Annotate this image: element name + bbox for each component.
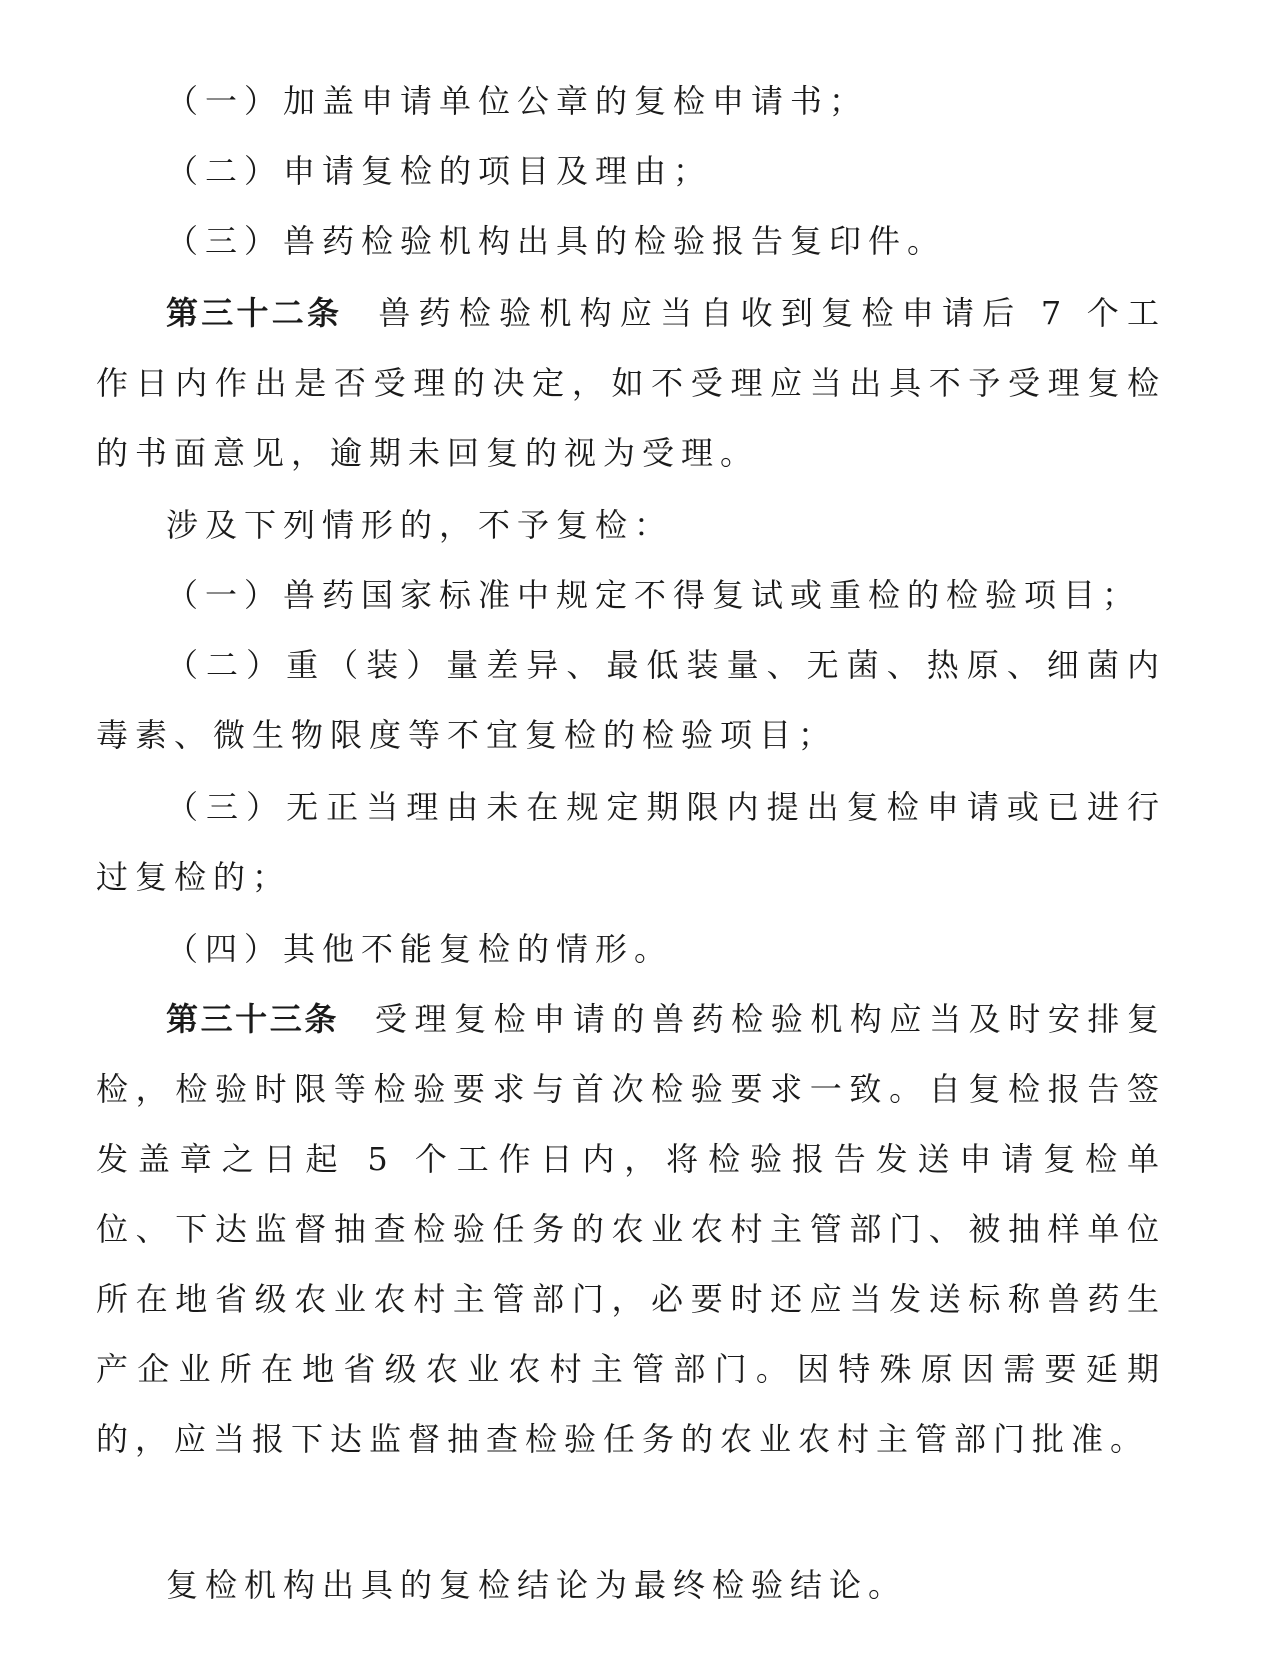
paragraph-item-1 (96, 66, 1166, 136)
paragraph-text: （四）其他不能复检的情形。 (166, 930, 674, 968)
paragraph-intro (96, 490, 1166, 560)
exclusion-item-3 (96, 772, 1166, 912)
paragraph-item-3 (96, 206, 1166, 276)
article-body: 受理复检申请的兽药检验机构应当及时安排复检，检验时限等检验要求与首次检验要求一致。自复检报告签发盖章之日起 5 个工作日内，将检验报告发送申请复检单位、下达监督抽查检验任务的农业农村主管部门、被抽样单位所在地省级农业农村主管部门，必要时还应当发送标称兽药生产企业所在地省级农业农村主管部门。因特殊原因需要延期的，应当报下达监督抽查检验任务的农业农村主管部门批准。 (96, 1000, 1166, 1458)
article-33 (96, 984, 1166, 1474)
paragraph-text: （三）兽药检验机构出具的检验报告复印件。 (166, 222, 947, 260)
paragraph-text: （一）加盖申请单位公章的复检申请书； (166, 82, 869, 120)
exclusion-item-2 (96, 630, 1166, 770)
exclusion-item-1 (96, 560, 1166, 630)
paragraph-item-2 (96, 136, 1166, 206)
article-body: 兽药检验机构应当自收到复检申请后 7 个工作日内作出是否受理的决定，如不受理应当出具不予受理复检的书面意见，逾期未回复的视为受理。 (96, 294, 1166, 472)
article-heading: 第三十二条 (166, 294, 343, 332)
article-heading: 第三十三条 (166, 1000, 339, 1038)
paragraph-text: （二）重（装）量差异、最低装量、无菌、热原、细菌内毒素、微生物限度等不宜复检的检验项目； (96, 646, 1166, 754)
paragraph-text: （一）兽药国家标准中规定不得复试或重检的检验项目； (166, 576, 1142, 614)
paragraph-text: 复检机构出具的复检结论为最终检验结论。 (166, 1566, 908, 1604)
paragraph-final (96, 1550, 1166, 1620)
paragraph-text: （二）申请复检的项目及理由； (166, 152, 713, 190)
paragraph-text: 涉及下列情形的，不予复检： (166, 506, 674, 544)
paragraph-text: （三）无正当理由未在规定期限内提出复检申请或已进行过复检的； (96, 788, 1166, 896)
exclusion-item-4 (96, 914, 1166, 984)
article-32 (96, 278, 1166, 488)
